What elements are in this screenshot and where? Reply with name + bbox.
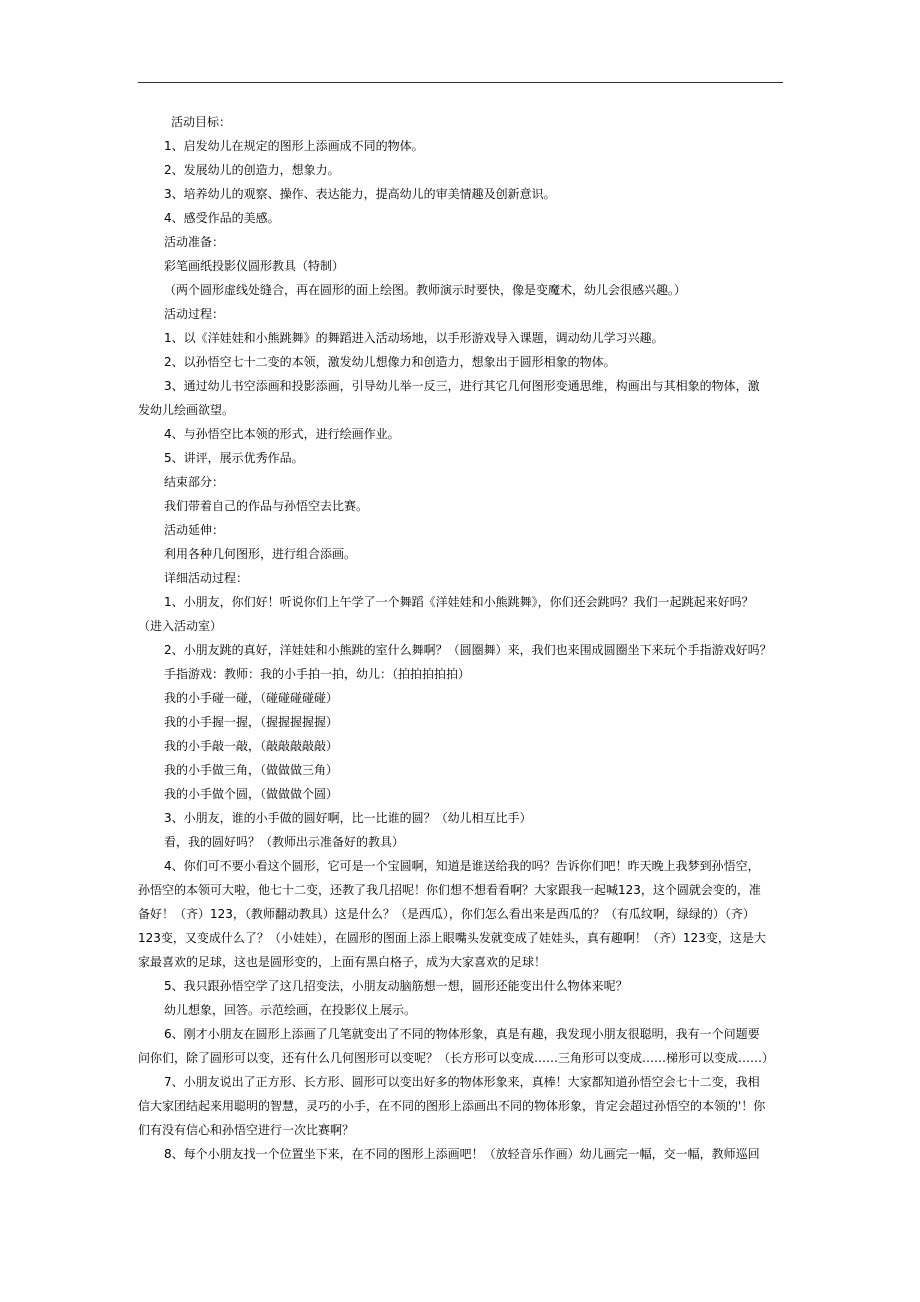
- text-line: 4、你们可不要小看这个圆形，它可是一个宝圆啊，知道是谁送给我的吗？告诉你们吧！昨天晚上我梦到孙悟空，: [164, 859, 760, 873]
- text-line: 活动目标：: [171, 115, 232, 129]
- text-line: 备好！（齐）123，（教师翻动教具）这是什么？（是西瓜），你们怎么看出来是西瓜的？（有瓜纹啊，绿绿的）（齐）: [138, 907, 755, 921]
- text-line: 活动延伸：: [164, 523, 225, 537]
- text-line: 活动过程：: [164, 307, 225, 321]
- text-line: 5、我只跟孙悟空学了这几招变法，小朋友动脑筋想一想，圆形还能变出什么物体来呢？: [164, 979, 628, 993]
- text-line: 详细活动过程：: [164, 571, 249, 585]
- text-line: 3、小朋友，谁的小手做的圆好啊，比一比谁的圆？（幼儿相互比手）: [164, 811, 532, 825]
- text-line: 4、与孙悟空比本领的形式，进行绘画作业。: [164, 427, 400, 441]
- text-line: 我的小手握一握，（握握握握握）: [164, 715, 339, 729]
- text-line: 们有没有信心和孙悟空进行一次比赛啊？: [138, 1123, 355, 1137]
- text-line: 我的小手敲一敲，（敲敲敲敲敲）: [164, 739, 339, 753]
- text-line: （进入活动室）: [138, 619, 223, 633]
- text-line: 我的小手做个圆，（做做做个圆）: [164, 787, 339, 801]
- text-line: 信大家团结起来用聪明的智慧，灵巧的小手，在不同的图形上添画出不同的物体形象，肯定会超过孙悟空的本领的'！你: [138, 1099, 766, 1113]
- header-rule: [138, 82, 783, 83]
- text-line: 5、讲评，展示优秀作品。: [164, 451, 304, 465]
- text-line: 1、以《洋娃娃和小熊跳舞》的舞蹈进入活动场地，以手形游戏导入课题，调动幼儿学习兴趣。: [164, 331, 664, 345]
- text-line: 2、以孙悟空七十二变的本领，激发幼儿想像力和创造力，想象出于圆形相象的物体。: [164, 355, 616, 369]
- text-line: 发幼儿绘画欲望。: [138, 403, 235, 417]
- text-line: 4、感受作品的美感。: [164, 211, 280, 225]
- text-line: 孙悟空的本领可大啦，他七十二变，还教了我几招呢！你们想不想看看啊？大家跟我一起喊123，这个圆就会变的，准: [138, 883, 761, 897]
- text-line: 幼儿想象，回答。示范绘画，在投影仪上展示。: [164, 1003, 417, 1017]
- text-line: 手指游戏：教师：我的小手拍一拍，幼儿：（拍拍拍拍拍）: [164, 667, 471, 681]
- text-line: 8、每个小朋友找一个位置坐下来，在不同的图形上添画吧！（放轻音乐作画）幼儿画完一幅，交一幅，教师巡回: [164, 1147, 760, 1161]
- text-line: 3、培养幼儿的观察、操作、表达能力，提高幼儿的审美情趣及创新意识。: [164, 187, 556, 201]
- text-line: 问你们，除了圆形可以变，还有什么几何图形可以变呢？（长方形可以变成……三角形可以变成……梯形可以变成……）: [138, 1051, 775, 1065]
- text-line: 3、通过幼儿书空添画和投影添画，引导幼儿举一反三，进行其它几何图形变通思维，构画出与其相象的物体，激: [164, 379, 760, 393]
- text-line: 彩笔画纸投影仪圆形教具（特制）: [164, 259, 345, 273]
- document-body: [138, 110, 783, 1166]
- text-line: 6、刚才小朋友在圆形上添画了几笔就变出了不同的物体形象，真是有趣，我发现小朋友很聪明，我有一个问题要: [164, 1027, 760, 1041]
- text-line: 活动准备：: [164, 235, 225, 249]
- text-line: （两个圆形虚线处缝合，再在圆形的面上绘图。教师演示时要快，像是变魔术，幼儿会很感兴趣。）: [164, 283, 687, 297]
- text-line: 1、小朋友，你们好！听说你们上午学了一个舞蹈《洋娃娃和小熊跳舞》，你们还会跳吗？我们一起跳起来好吗？: [164, 595, 754, 609]
- text-line: 2、小朋友跳的真好，洋娃娃和小熊跳的室什么舞啊？（圆圈舞）来，我们也来围成圆圈坐下来玩个手指游戏好吗？: [164, 643, 772, 657]
- text-line: 1、启发幼儿在规定的图形上添画成不同的物体。: [164, 139, 424, 153]
- text-line: 看，我的圆好吗？（教师出示准备好的教具）: [164, 835, 405, 849]
- text-line: 我们带着自己的作品与孙悟空去比赛。: [164, 499, 369, 513]
- text-line: 2、发展幼儿的创造力，想象力。: [164, 163, 340, 177]
- text-line: 我的小手做三角，（做做做三角）: [164, 763, 339, 777]
- text-line: 结束部分：: [164, 475, 225, 489]
- text-line: 我的小手碰一碰，（碰碰碰碰碰）: [164, 691, 339, 705]
- text-line: 家最喜欢的足球，这也是圆形变的，上面有黑白格子，成为大家喜欢的足球！: [138, 955, 547, 969]
- text-line: 7、小朋友说出了正方形、长方形、圆形可以变出好多的物体形象来，真棒！大家都知道孙悟空会七十二变，我相: [164, 1075, 760, 1089]
- text-line: 利用各种几何图形，进行组合添画。: [164, 547, 357, 561]
- text-line: 123变，又变成什么了？（小娃娃），在圆形的图面上添上眼嘴头发就变成了娃娃头，真有趣啊！（齐）123变，这是大: [138, 931, 766, 945]
